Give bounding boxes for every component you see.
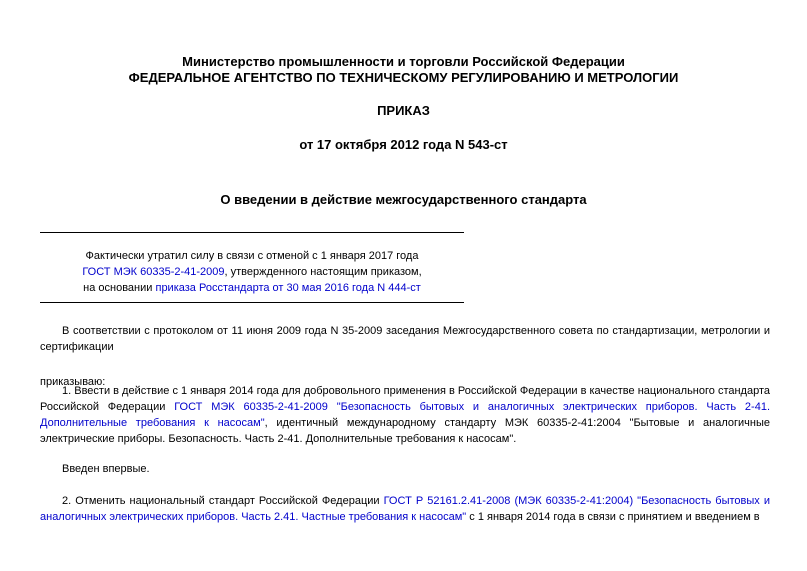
status-note-line-3	[40, 280, 464, 296]
date-number-heading: от 17 октября 2012 года N 543-ст	[299, 137, 508, 152]
gost-60335-2-41-2009-title-link[interactable]: ГОСТ МЭК 60335-2-41-2009 "Безопасность бытовых и аналогичных электрических приборов. Часть 2-41. Дополнительные требования к насосам"	[40, 401, 770, 429]
order-word: приказываю:	[40, 376, 106, 388]
gost-r-52161-2-41-2008-link[interactable]: ГОСТ Р 52161.2.41-2008 (МЭК 60335-2-41:2004) "Безопасность бытовых и аналогичных электрических приборов. Часть 2.41. Частные требования к насосам"	[40, 495, 770, 523]
document-type-heading: ПРИКАЗ	[377, 103, 430, 118]
status-note-top-divider	[40, 232, 464, 233]
status-note-line-1	[40, 248, 464, 264]
intro-paragraph: В соответствии с протоколом от 11 июня 2009 года N 35-2009 заседания Межгосударственного совета по стандартизации, метрологии и сертификации	[40, 325, 770, 353]
agency-heading: ФЕДЕРАЛЬНОЕ АГЕНТСТВО ПО ТЕХНИЧЕСКОМУ РЕГУЛИРОВАНИЮ И МЕТРОЛОГИИ	[128, 70, 679, 85]
order-item-2-suffix: с 1 января 2014 года в связи с принятием и введением в	[466, 511, 760, 523]
introduced-first-note: Введен впервые.	[62, 463, 150, 475]
status-note-line-2-text: , утвержденного настоящим приказом,	[224, 266, 422, 278]
gost-60335-2-41-2009-link[interactable]: ГОСТ МЭК 60335-2-41-2009	[82, 266, 225, 278]
status-note-line-1-text: Фактически утратил силу в связи с отменой с 1 января 2017 года	[85, 250, 419, 262]
status-note-line-2	[40, 264, 464, 280]
status-note-line-3-prefix: на основании	[83, 282, 156, 294]
rosstandart-order-444-link[interactable]: приказа Росстандарта от 30 мая 2016 года N 444-ст	[155, 282, 421, 294]
order-item-2	[40, 493, 770, 525]
order-item-1-suffix: , идентичный международному стандарту МЭК 60335-2-41:2004 "Бытовые и аналогичные электрические приборы. Безопасность. Часть 2-41. Дополнительные требования к насосам".	[40, 417, 770, 445]
subject-heading: О введении в действие межгосударственного стандарта	[220, 192, 587, 207]
order-item-1-prefix: 1. Ввести в действие с 1 января 2014 года для добровольного применения в Российской Федерации в качестве национального стандарта Российской Федерации	[40, 385, 770, 413]
status-note-bottom-divider	[40, 302, 464, 303]
order-item-1	[40, 383, 770, 447]
ministry-heading: Министерство промышленности и торговли Российской Федерации	[182, 54, 625, 69]
order-item-2-prefix: 2. Отменить национальный стандарт Российской Федерации	[62, 495, 384, 507]
